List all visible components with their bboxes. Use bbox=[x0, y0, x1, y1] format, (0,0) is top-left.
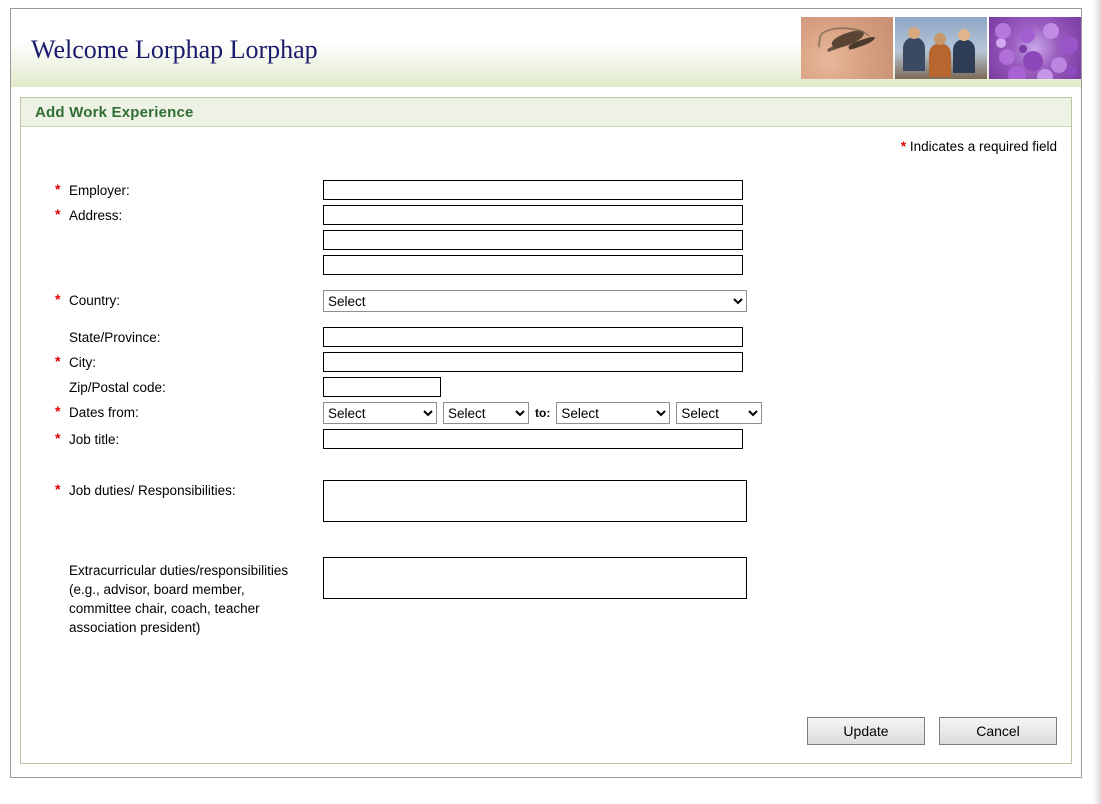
spacer-star-icon bbox=[55, 379, 69, 393]
field-row-dates bbox=[55, 402, 1071, 424]
page-header bbox=[11, 9, 1081, 88]
city-input[interactable] bbox=[323, 352, 743, 372]
required-note-star: * bbox=[900, 139, 907, 154]
field-row-city bbox=[55, 352, 1071, 372]
field-row-zip bbox=[55, 377, 1071, 397]
required-star-icon: * bbox=[55, 291, 61, 307]
address-line2-wrap bbox=[323, 230, 1071, 250]
add-work-experience-panel bbox=[20, 97, 1072, 764]
dates-to-year-select[interactable] bbox=[676, 402, 762, 424]
zip-label: Zip/Postal code: bbox=[69, 380, 166, 395]
job-duties-textarea[interactable] bbox=[323, 480, 747, 522]
job-duties-label: Job duties/ Responsibilities: bbox=[69, 483, 236, 498]
required-star-icon: * bbox=[55, 181, 61, 197]
required-star-icon: * bbox=[55, 481, 61, 497]
dates-to-label: to: bbox=[535, 406, 551, 420]
bacteria-micrograph bbox=[989, 17, 1081, 79]
required-star-icon: * bbox=[55, 430, 61, 446]
extracurricular-textarea[interactable] bbox=[323, 557, 747, 599]
zip-input[interactable] bbox=[323, 377, 441, 397]
field-row-employer bbox=[55, 180, 1071, 200]
required-star-icon: * bbox=[55, 403, 61, 419]
update-button[interactable]: Update bbox=[807, 717, 925, 745]
zip-label-cell bbox=[55, 377, 323, 396]
job-title-label: Job title: bbox=[69, 432, 120, 447]
required-star-icon: * bbox=[55, 206, 61, 222]
family-photo bbox=[895, 17, 987, 79]
job-title-input[interactable] bbox=[323, 429, 743, 449]
spacer bbox=[55, 317, 1071, 327]
header-image-strip bbox=[801, 17, 1081, 79]
field-row-job-title bbox=[55, 429, 1071, 449]
page-edge-shadow bbox=[1093, 0, 1101, 804]
required-note-text: Indicates a required field bbox=[906, 139, 1057, 154]
welcome-title: Welcome Lorphap Lorphap bbox=[31, 35, 318, 64]
extracurricular-label: Extracurricular duties/responsibilities (e.g., advisor, board member, committee chair, coach, teacher association president) bbox=[69, 563, 289, 635]
spacer bbox=[55, 527, 1071, 557]
country-select[interactable] bbox=[323, 290, 747, 312]
city-label: City: bbox=[69, 355, 96, 370]
spacer-star-icon bbox=[55, 329, 69, 343]
address-label: Address: bbox=[69, 208, 123, 223]
country-label-cell bbox=[55, 290, 323, 309]
field-row-country bbox=[55, 290, 1071, 312]
address-input-line3[interactable] bbox=[323, 255, 743, 275]
field-row-job-duties bbox=[55, 480, 1071, 522]
spacer bbox=[55, 454, 1071, 480]
state-label-cell bbox=[55, 327, 323, 346]
employer-label-cell bbox=[55, 180, 323, 199]
field-row-state bbox=[55, 327, 1071, 347]
dates-to-month-select[interactable] bbox=[556, 402, 670, 424]
address-label-cell bbox=[55, 205, 323, 224]
field-row-extracurricular bbox=[55, 557, 1071, 637]
spacer bbox=[55, 280, 1071, 290]
country-label: Country: bbox=[69, 293, 121, 308]
job-duties-label-cell bbox=[55, 480, 323, 499]
employer-label: Employer: bbox=[69, 183, 130, 198]
field-row-address bbox=[55, 205, 1071, 225]
address-line3-wrap bbox=[323, 255, 1071, 275]
page-title: Add Work Experience bbox=[35, 103, 194, 121]
extracurricular-label-cell bbox=[55, 557, 323, 637]
required-star-icon: * bbox=[55, 353, 61, 369]
state-input[interactable] bbox=[323, 327, 743, 347]
address-input-line1[interactable] bbox=[323, 205, 743, 225]
dates-label: Dates from: bbox=[69, 405, 139, 420]
job-title-label-cell bbox=[55, 429, 323, 448]
mosquito-photo bbox=[801, 17, 893, 79]
panel-title-bar bbox=[21, 98, 1071, 127]
dates-from-month-select[interactable] bbox=[323, 402, 437, 424]
cancel-button[interactable]: Cancel bbox=[939, 717, 1057, 745]
address-input-line2[interactable] bbox=[323, 230, 743, 250]
form-actions bbox=[807, 717, 1057, 745]
app-frame bbox=[10, 8, 1082, 778]
work-experience-form bbox=[21, 154, 1071, 637]
city-label-cell bbox=[55, 352, 323, 371]
dates-from-year-select[interactable] bbox=[443, 402, 529, 424]
spacer-star-icon bbox=[55, 559, 69, 573]
dates-label-cell bbox=[55, 402, 323, 421]
required-field-note bbox=[21, 127, 1071, 154]
state-label: State/Province: bbox=[69, 330, 161, 345]
employer-input[interactable] bbox=[323, 180, 743, 200]
